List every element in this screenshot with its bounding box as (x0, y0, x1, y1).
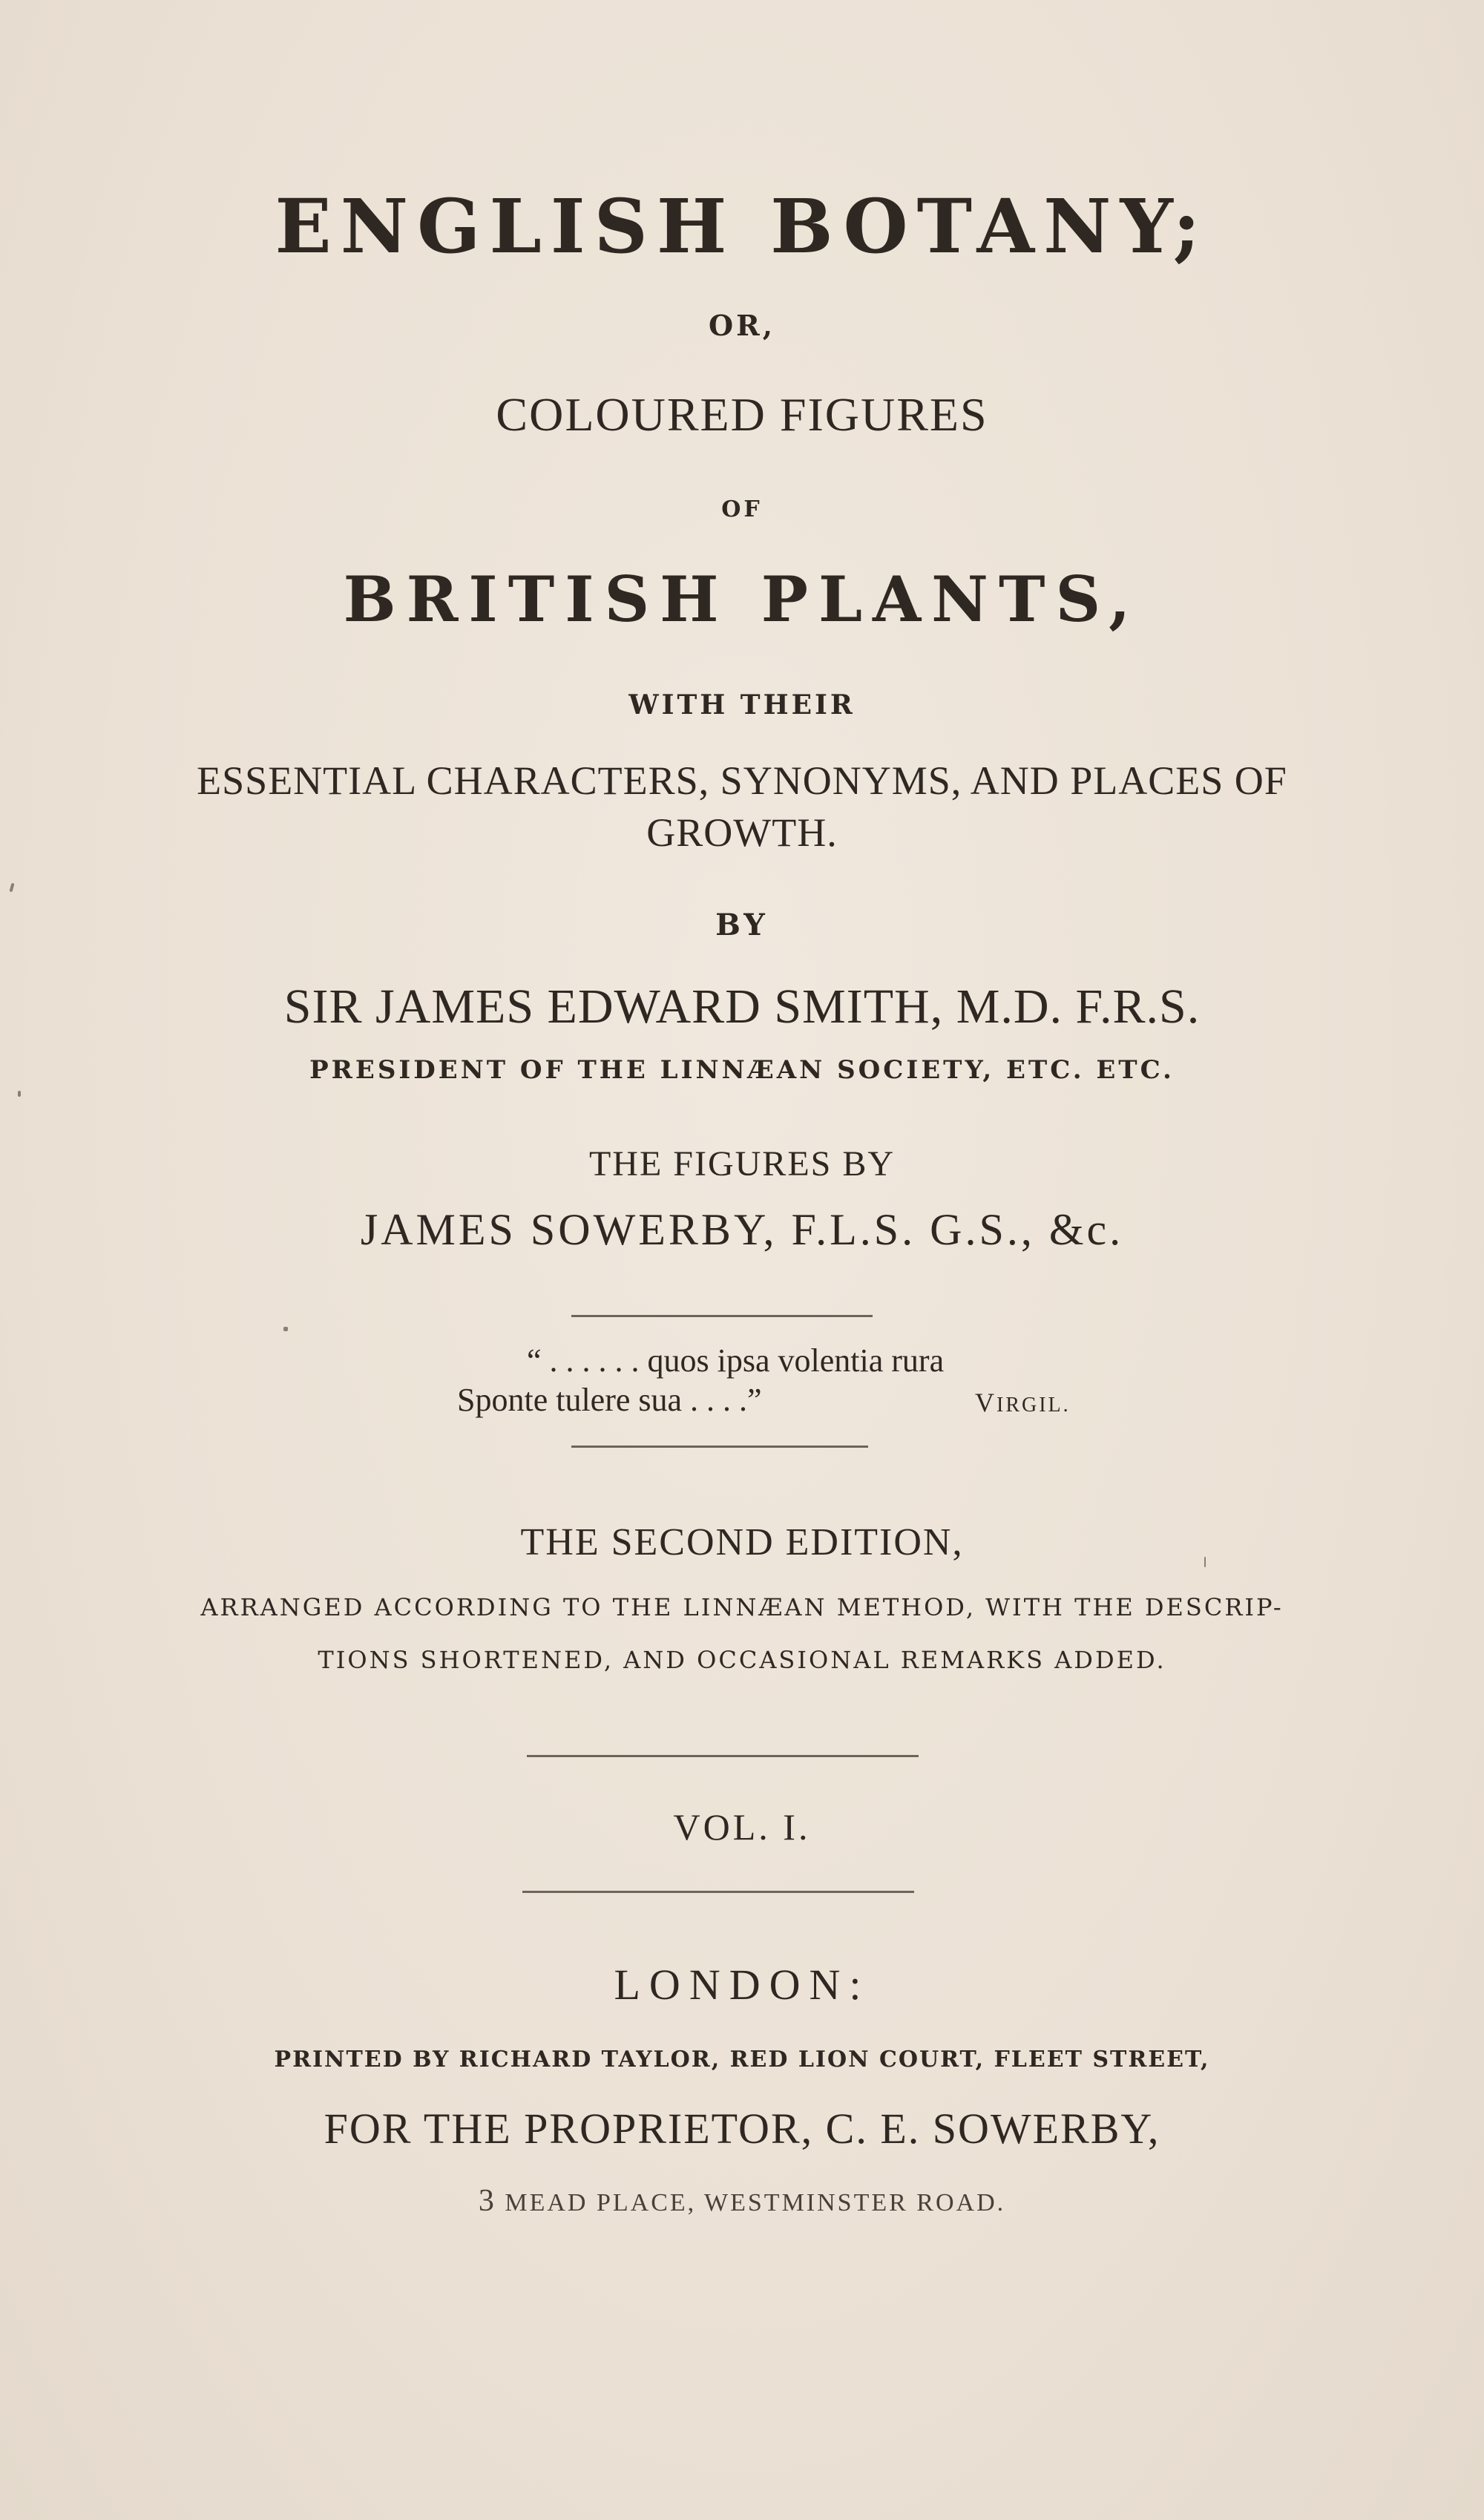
paper-speck (283, 1327, 288, 1331)
attribution-rest: IRGIL. (997, 1394, 1071, 1417)
epigraph-line-1: “ . . . . . . quos ipsa volentia rura (527, 1342, 945, 1379)
by-label: BY (715, 908, 769, 942)
divider-rule (571, 1446, 868, 1448)
paper-speck (18, 1091, 21, 1097)
divider-rule (522, 1891, 914, 1893)
paper-speck (10, 883, 15, 893)
illustrator-name: JAMES SOWERBY, F.L.S. G.S., &c. (360, 1205, 1124, 1254)
description-line-2: GROWTH. (646, 810, 838, 855)
arranged-line-2: TIONS SHORTENED, AND OCCASIONAL REMARKS ADDED. (318, 1646, 1166, 1674)
subtitle-british-plants: BRITISH PLANTS, (343, 562, 1141, 636)
author-title: PRESIDENT OF THE LINNÆAN SOCIETY, ETC. ETC. (309, 1055, 1175, 1085)
subtitle-of: OF (721, 496, 763, 522)
address-rest: MEAD PLACE, WESTMINSTER ROAD. (505, 2189, 1006, 2217)
paper-speck (1204, 1557, 1206, 1567)
imprint-address (0, 2185, 1484, 2217)
subtitle-coloured-figures: COLOURED FIGURES (496, 388, 988, 441)
divider-rule (571, 1315, 873, 1317)
epigraph-line-2: Sponte tulere sua . . . .” (457, 1382, 762, 1418)
with-their: WITH THEIR (628, 689, 856, 721)
description-line-1: ESSENTIAL CHARACTERS, SYNONYMS, AND PLACES OF (197, 758, 1287, 803)
arranged-line-1: ARRANGED ACCORDING TO THE LINNÆAN METHOD, WITH THE DESCRIP- (200, 1593, 1284, 1621)
edition-line: THE SECOND EDITION, (520, 1521, 964, 1563)
imprint-city: LONDON: (614, 1960, 870, 2009)
title-or: OR, (709, 309, 775, 342)
author-name: SIR JAMES EDWARD SMITH, M.D. F.R.S. (283, 980, 1201, 1034)
figures-by-label: THE FIGURES BY (588, 1144, 896, 1184)
address-number: 3 (478, 2184, 496, 2218)
book-title: ENGLISH BOTANY; (275, 183, 1209, 270)
attribution-initial: V (975, 1388, 997, 1417)
divider-rule (527, 1755, 919, 1757)
imprint-proprietor: FOR THE PROPRIETOR, C. E. SOWERBY, (324, 2104, 1160, 2153)
epigraph-attribution (975, 1387, 1071, 1418)
volume-label: VOL. I. (673, 1806, 811, 1848)
imprint-printer: PRINTED BY RICHARD TAYLOR, RED LION COURT, FLEET STREET, (274, 2047, 1210, 2073)
